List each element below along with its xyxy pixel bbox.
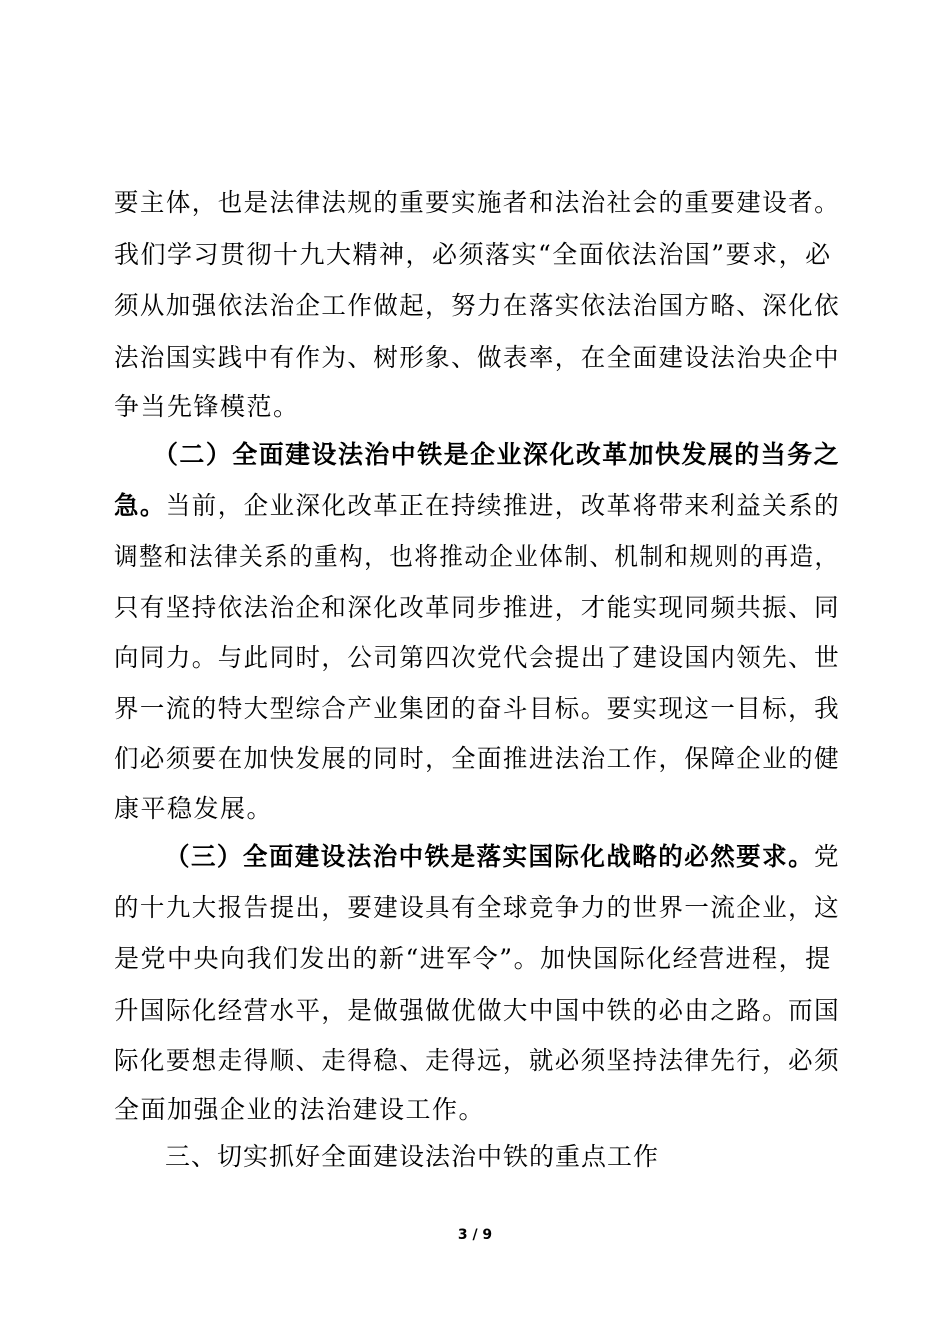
body-text-line: 向同力。与此同时，公司第四次党代会提出了建设国内领先、世 [114, 643, 841, 672]
body-text-line: 要主体，也是法律法规的重要实施者和法治社会的重要建设者。 [114, 188, 841, 217]
body-text-line: 只有坚持依法治企和深化改革同步推进，才能实现同频共振、同 [114, 593, 841, 622]
body-text-line: 是党中央向我们发出的新“进军令”。加快国际化经营进程，提 [114, 944, 832, 973]
subheading-two-end: 急。 [114, 491, 166, 520]
body-text-span: 当前，企业深化改革正在持续推进，改革将带来利益关系的 [165, 491, 841, 520]
body-text-line [165, 842, 840, 872]
body-text-span: 党 [814, 842, 841, 871]
section-heading: 三、切实抓好全面建设法治中铁的重点工作 [165, 1142, 660, 1171]
body-text-line: 调整和法律关系的重构，也将推动企业体制、机制和规则的再造， [114, 542, 840, 571]
subheading-three: （三）全面建设法治中铁是落实国际化战略的必然要求。 [165, 842, 815, 871]
body-text-line: 际化要想走得顺、走得稳、走得远，就必须坚持法律先行，必须 [114, 1046, 841, 1075]
subheading-two: （二）全面建设法治中铁是企业深化改革加快发展的当务之 [153, 440, 841, 469]
body-text-line: 须从加强依法治企工作做起，努力在落实依法治国方略、深化依 [114, 291, 841, 320]
body-text-line: 的十九大报告提出，要建设具有全球竞争力的世界一流企业，这 [114, 893, 841, 922]
body-text-line: 升国际化经营水平，是做强做优做大中国中铁的必由之路。而国 [114, 996, 841, 1025]
page-number: 3 / 9 [457, 1227, 493, 1243]
body-text-line: 全面加强企业的法治建设工作。 [114, 1095, 486, 1124]
body-text-line: 法治国实践中有作为、树形象、做表率，在全面建设法治央企中 [114, 343, 841, 372]
body-text-line [114, 491, 840, 521]
body-text-line: 康平稳发展。 [114, 794, 274, 823]
body-text-line: 们必须要在加快发展的同时，全面推进法治工作，保障企业的健 [114, 744, 841, 773]
body-text-line: 争当先锋模范。 [114, 392, 300, 421]
body-text-line: 界一流的特大型综合产业集团的奋斗目标。要实现这一目标，我 [114, 694, 841, 723]
body-text-line: 我们学习贯彻十九大精神，必须落实“全面依法治国”要求，必 [114, 240, 832, 269]
